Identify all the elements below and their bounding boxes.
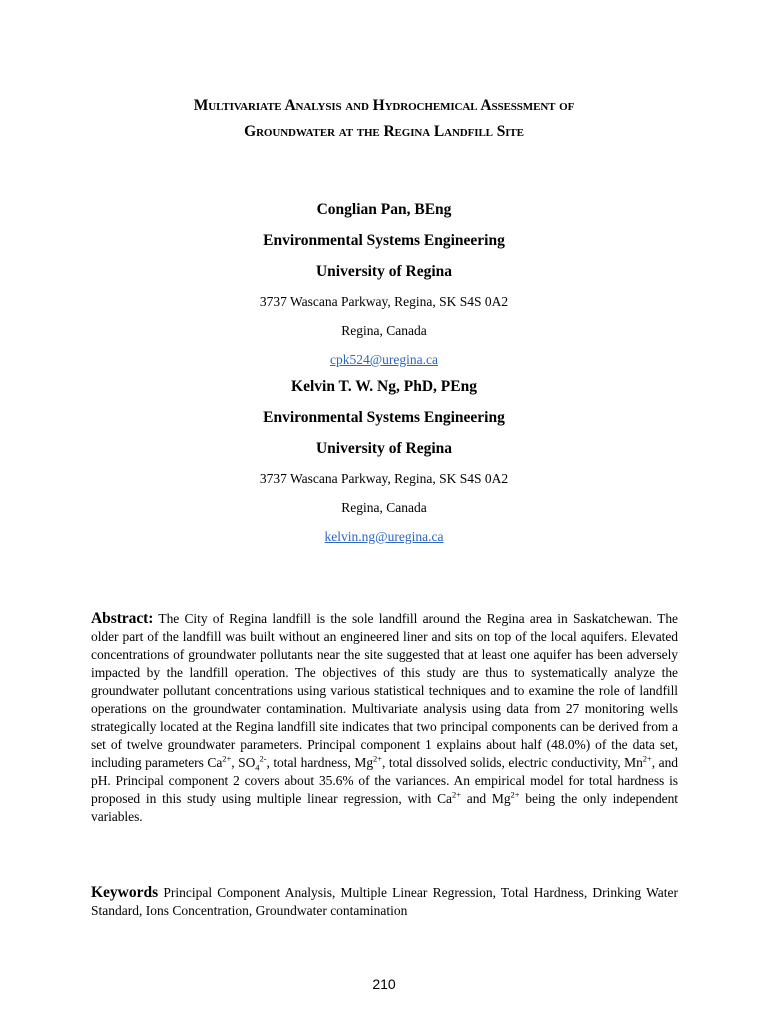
abstract bbox=[91, 610, 678, 826]
author-email bbox=[0, 522, 768, 551]
author-university: University of Regina bbox=[315, 263, 453, 280]
abstract-text-g: being the only independent variables. bbox=[91, 791, 678, 824]
abstract-heading: Abstract: bbox=[91, 610, 154, 627]
title-line-1: Multivariate Analysis and Hydrochemical Assessment of bbox=[193, 97, 575, 114]
keywords-heading: Keywords bbox=[91, 884, 159, 901]
author-email-link[interactable]: kelvin.ng@uregina.ca bbox=[324, 529, 444, 544]
subscript: 4 bbox=[255, 762, 260, 773]
keywords bbox=[91, 884, 678, 920]
author-address: 3737 Wascana Parkway, Regina, SK S4S 0A2 bbox=[259, 471, 509, 486]
superscript: 2+ bbox=[222, 753, 232, 764]
author-1 bbox=[0, 194, 768, 374]
superscript: 2+ bbox=[373, 753, 382, 764]
page-number: 210 bbox=[372, 976, 396, 992]
author-name: Kelvin T. W. Ng, PhD, PEng bbox=[291, 378, 477, 395]
superscript: 2+ bbox=[452, 789, 461, 800]
author-name: Conglian Pan, BEng bbox=[316, 201, 452, 218]
author-email bbox=[0, 345, 768, 374]
abstract-text-f: and Mg bbox=[460, 791, 511, 806]
abstract-text-d: , total dissolved solids, electric conductivity, Mn bbox=[381, 755, 643, 770]
author-address: 3737 Wascana Parkway, Regina, SK S4S 0A2 bbox=[259, 294, 509, 309]
author-university: University of Regina bbox=[315, 440, 453, 457]
superscript: 2+ bbox=[642, 753, 652, 764]
author-2 bbox=[0, 371, 768, 551]
keywords-text: Principal Component Analysis, Multiple Linear Regression, Total Hardness, Drinking Water Standard, Ions Concentration, Groundwater contamination bbox=[91, 885, 678, 918]
author-department: Environmental Systems Engineering bbox=[263, 232, 505, 249]
superscript: 2- bbox=[259, 753, 267, 764]
paper-title bbox=[60, 93, 708, 145]
author-department: Environmental Systems Engineering bbox=[263, 409, 505, 426]
author-email-link[interactable]: cpk524@uregina.ca bbox=[329, 352, 438, 367]
abstract-text-b: , SO bbox=[231, 755, 256, 770]
abstract-text-c: , total hardness, Mg bbox=[266, 755, 374, 770]
abstract-text-a: The City of Regina landfill is the sole landfill around the Regina area in Saskatchewan. The older part of the landfill was built without an engineered liner and sits on top of the local aquifers. Elevated concentrations of groundwater pollutants near the site suggested that at least one aquifer has been adversely impacted by the landfill operation. The objectives of this study are thus to systematically analyze the groundwater pollutant concentrations using various statistical techniques and to examine the role of landfill operations on the groundwater contamination. Multivariate analysis using data from 27 monitoring wells strategically located at the Regina landfill site indicates that two principal components can be derived from a set of twelve groundwater parameters. Principal component 1 explains about half (48.0%) of the data set, including parameters Ca bbox=[91, 611, 678, 770]
title-line-2: Groundwater at the Regina Landfill Site bbox=[244, 123, 524, 140]
abstract-text-e: , and pH. Principal component 2 covers about 35.6% of the variances. An empirical model for total hardness is proposed in this study using multiple linear regression, with Ca bbox=[91, 755, 678, 806]
superscript: 2+ bbox=[510, 789, 520, 800]
author-city: Regina, Canada bbox=[341, 323, 427, 338]
author-city: Regina, Canada bbox=[341, 500, 427, 515]
